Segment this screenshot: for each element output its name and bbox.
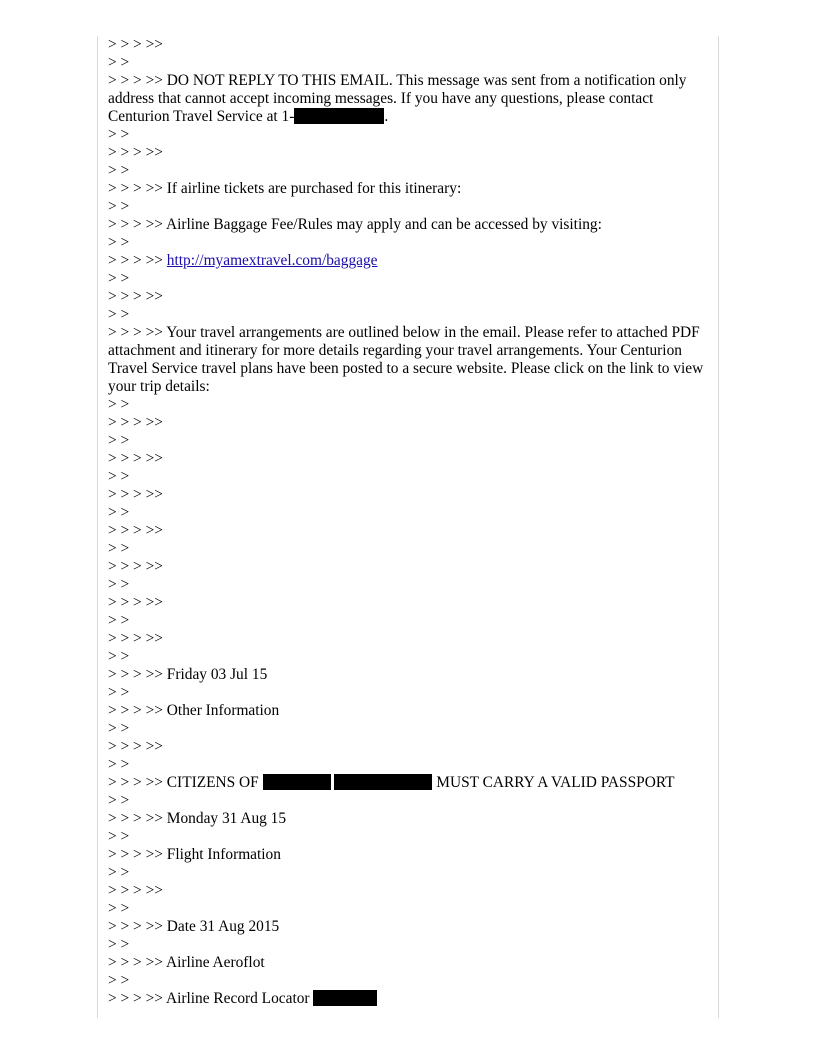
arrangements-paragraph: [108, 324, 712, 396]
quote-marker: > >: [108, 936, 130, 953]
quote-prefix: > > > >>: [108, 954, 166, 971]
notice-text: DO NOT REPLY TO THIS EMAIL. This message was sent from a notification only address that cannot accept incoming messages. If you have any questions, please contact Centurion Travel Service at 1-: [108, 72, 691, 125]
quote-marker: > >: [108, 270, 130, 287]
date-line-jul: [108, 666, 712, 684]
quote-marker: > >: [108, 198, 130, 215]
quote-marker: > >: [108, 432, 130, 449]
no-reply-notice: [108, 72, 712, 126]
citizens-suffix: MUST CARRY A VALID PASSPORT: [432, 774, 675, 791]
quote-marker: > >: [108, 684, 130, 701]
quote-marker: > >: [108, 126, 130, 143]
quote-prefix: > > > >>: [108, 702, 167, 719]
baggage-link-line: [108, 252, 712, 270]
quote-marker: > >: [108, 468, 130, 485]
flight-info-text: Flight Information: [166, 846, 281, 863]
email-body: [108, 36, 712, 1008]
date-text: Monday 31 Aug 15: [166, 810, 287, 827]
baggage-line: [108, 216, 712, 234]
quote-prefix: > > > >>: [108, 810, 167, 827]
quote-marker: > >: [108, 540, 130, 557]
quote-marker: > >: [108, 756, 130, 773]
quote-marker: > > > >>: [108, 522, 163, 539]
quote-marker: > >: [108, 792, 130, 809]
quote-prefix: > > > >>: [108, 216, 166, 233]
quote-marker: > >: [108, 720, 130, 737]
baggage-link[interactable]: http://myamextravel.com/baggage: [166, 252, 378, 269]
quote-prefix: > > > >>: [108, 918, 167, 935]
passport-notice: [108, 774, 712, 792]
quote-prefix: > > > >>: [108, 774, 167, 791]
quote-marker: > > > >>: [108, 36, 163, 53]
quote-prefix: > > > >>: [108, 666, 167, 683]
redacted-country-1: [263, 774, 331, 790]
quote-prefix: > > > >>: [108, 324, 167, 341]
quote-marker: > >: [108, 864, 130, 881]
citizens-prefix: CITIZENS OF: [166, 774, 263, 791]
redacted-record-locator: [313, 990, 377, 1006]
quote-prefix: > > > >>: [108, 846, 167, 863]
redacted-phone-number: [294, 108, 384, 124]
quote-marker: > >: [108, 612, 130, 629]
quote-marker: > >: [108, 234, 130, 251]
date-text: Friday 03 Jul 15: [166, 666, 268, 683]
quote-marker: > > > >>: [108, 486, 163, 503]
quote-marker: > > > >>: [108, 558, 163, 575]
record-locator-line: [108, 990, 712, 1008]
baggage-text: Airline Baggage Fee/Rules may apply and can be accessed by visiting:: [165, 216, 602, 233]
quote-marker: > > > >>: [108, 630, 163, 647]
quote-marker: > > > >>: [108, 738, 163, 755]
notice-end: .: [384, 108, 389, 125]
quote-prefix: > > > >>: [108, 72, 167, 89]
redacted-country-2: [334, 774, 432, 790]
quote-marker: > >: [108, 900, 130, 917]
quote-marker: > >: [108, 54, 130, 71]
quote-marker: > >: [108, 828, 130, 845]
tickets-text: If airline tickets are purchased for this itinerary:: [166, 180, 462, 197]
date-line-aug: [108, 810, 712, 828]
tickets-line: [108, 180, 712, 198]
quote-marker: > > > >>: [108, 882, 163, 899]
other-info-text: Other Information: [166, 702, 280, 719]
flight-info-heading: [108, 846, 712, 864]
other-info-heading: [108, 702, 712, 720]
quote-prefix: > > > >>: [108, 252, 167, 269]
quote-marker: > >: [108, 162, 130, 179]
quote-prefix: > > > >>: [108, 990, 166, 1007]
quote-marker: > > > >>: [108, 450, 163, 467]
flight-date-line: [108, 918, 712, 936]
quote-marker: > >: [108, 648, 130, 665]
quote-prefix: > > > >>: [108, 180, 167, 197]
quote-marker: > >: [108, 576, 130, 593]
airline-text: Airline Aeroflot: [165, 954, 265, 971]
quote-marker: > > > >>: [108, 414, 163, 431]
quote-marker: > >: [108, 972, 130, 989]
arrangements-text: Your travel arrangements are outlined below in the email. Please refer to attached PDF attachment and itinerary for more details regarding your travel arrangements. Your Centurion Travel Service travel plans have been posted to a secure website. Please click on the link to view your trip details:: [108, 324, 708, 395]
quote-marker: > >: [108, 504, 130, 521]
quote-marker: > >: [108, 396, 130, 413]
quote-marker: > > > >>: [108, 144, 163, 161]
flight-date-text: Date 31 Aug 2015: [166, 918, 280, 935]
record-locator-label: Airline Record Locator: [165, 990, 314, 1007]
quote-marker: > > > >>: [108, 594, 163, 611]
quote-marker: > >: [108, 306, 130, 323]
quote-marker: > > > >>: [108, 288, 163, 305]
airline-line: [108, 954, 712, 972]
